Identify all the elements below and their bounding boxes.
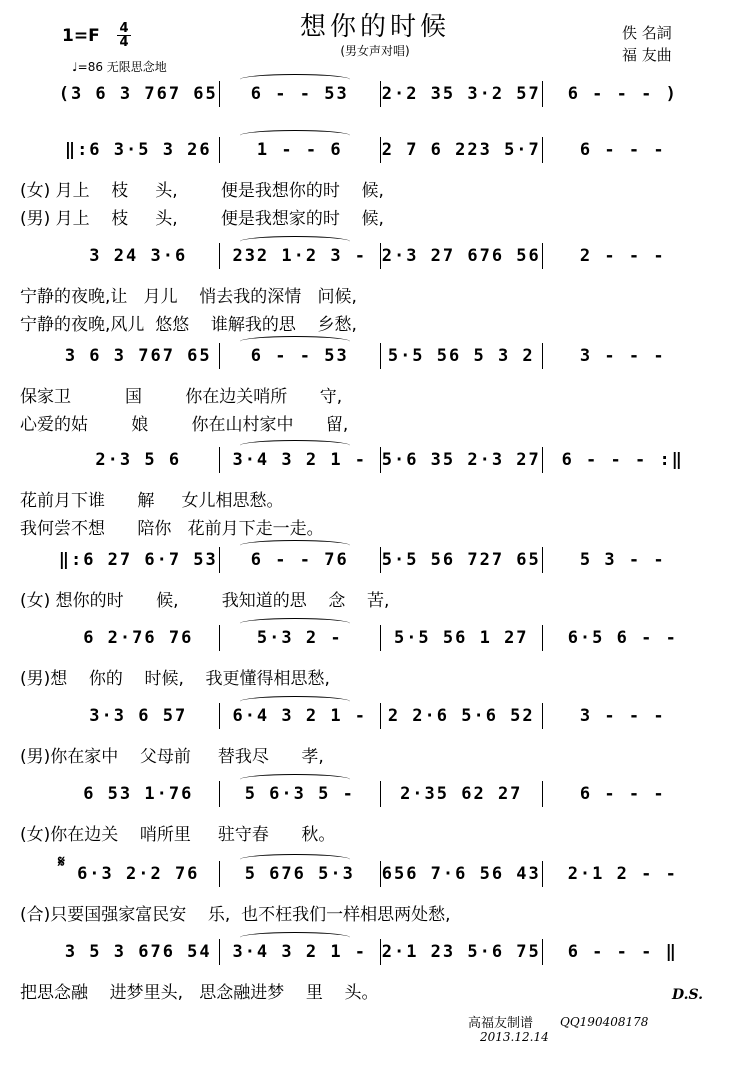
notation-row [58, 780, 703, 808]
slur [240, 236, 350, 247]
notation-row [58, 446, 703, 474]
measure: 2·3 5 6 [95, 450, 182, 470]
measure: 3·4 3 2 1 - [232, 942, 368, 962]
measure: 6·4 3 2 1 - [232, 706, 368, 726]
lyric-line: (女)你在边关 哨所里 驻守春 秋。 [20, 825, 336, 845]
slur [240, 336, 350, 347]
measure: 232 1·2 3 - [232, 246, 368, 266]
measure: 2·35 62 27 [400, 784, 523, 804]
slur [240, 932, 350, 943]
ds-mark: D.S. [672, 987, 704, 1003]
measure: ‖:6 3·5 3 26 [64, 140, 212, 160]
measure: 656 7·6 56 43 [381, 864, 541, 884]
measure: 2·2 35 3·2 57 [381, 84, 541, 104]
measure: 6 - - - ‖ [567, 942, 678, 962]
measure: 6 - - 76 [250, 550, 349, 570]
lyric-line: 保家卫 国 你在边关哨所 守, [20, 387, 343, 407]
measure: 6 - - - [579, 140, 666, 160]
notation-row [58, 546, 703, 574]
notation-row [58, 702, 703, 730]
lyric-line: 心爱的姑 娘 你在山村家中 留, [20, 415, 349, 435]
measure: 6 2·76 76 [83, 628, 194, 648]
measure: 6 53 1·76 [83, 784, 194, 804]
measure: (3 6 3 767 65 [58, 84, 218, 104]
segno-mark: 𝄋 [58, 852, 65, 871]
lyricist: 佚 名詞 [622, 24, 672, 42]
measure: 5·5 56 5 3 2 [387, 346, 535, 366]
measure: 5 6·3 5 - [244, 784, 355, 804]
measure: 2·1 2 - - [567, 864, 678, 884]
lyric-line: 我何尝不想 陪你 花前月下走一走。 [20, 519, 324, 539]
measure: 3 - - - [579, 346, 666, 366]
slur [240, 440, 350, 451]
lyric-line: (男) 月上 枝 头, 便是我想家的时 候, [20, 209, 384, 229]
measure: 6 - - 53 [250, 84, 349, 104]
lyric-line: 花前月下谁 解 女儿相思愁。 [20, 491, 284, 511]
notation-row [58, 860, 703, 888]
measure: 5·5 56 727 65 [381, 550, 541, 570]
measure: 3 24 3·6 [89, 246, 188, 266]
slur [240, 540, 350, 551]
measure: 3·3 6 57 [89, 706, 188, 726]
notation-row [58, 80, 703, 108]
credit-date: 2013.12.14 [480, 1030, 549, 1044]
measure: 5·3 2 - [256, 628, 343, 648]
measure: 2·3 27 676 56 [381, 246, 541, 266]
notation-row [58, 342, 703, 370]
lyric-line: 宁静的夜晚,风儿 悠悠 谁解我的思 乡愁, [20, 315, 357, 335]
measure: 5·5 56 1 27 [393, 628, 529, 648]
measure: 6 - - - [579, 784, 666, 804]
measure: 2 2·6 5·6 52 [387, 706, 535, 726]
song-subtitle: (男女声对唱) [340, 44, 410, 58]
notation-row [58, 136, 703, 164]
measure: 3 6 3 767 65 [64, 346, 212, 366]
measure: 5·6 35 2·3 27 [381, 450, 541, 470]
measure: 2 7 6 223 5·7 [381, 140, 541, 160]
lyric-line: 宁静的夜晚,让 月儿 悄去我的深情 问候, [20, 287, 357, 307]
composer: 福 友曲 [622, 46, 672, 64]
measure: 6·3 2·2 76 [77, 864, 200, 884]
song-title: 想你的时候 [299, 12, 450, 42]
slur [240, 74, 350, 85]
credit-qq: QQ190408178 [560, 1015, 649, 1029]
notation-row [58, 938, 703, 966]
measure: 5 3 - - [579, 550, 666, 570]
measure: 6·5 6 - - [567, 628, 678, 648]
measure: 2·1 23 5·6 75 [381, 942, 541, 962]
measure: 3 - - - [579, 706, 666, 726]
measure: 6 - - - :‖ [561, 450, 684, 470]
lyric-line: (合)只要国强家富民安 乐, 也不枉我们一样相思两处愁, [20, 905, 451, 925]
notation-row [58, 624, 703, 652]
lyric-line: (男)你在家中 父母前 替我尽 孝, [20, 747, 324, 767]
measure: 2 - - - [579, 246, 666, 266]
slur [240, 774, 350, 785]
lyric-line: (女) 想你的时 候, 我知道的思 念 苦, [20, 591, 390, 611]
time-signature-bottom: 4 [119, 35, 129, 50]
slur [240, 130, 350, 141]
time-signature-top: 4 [119, 21, 129, 36]
credit-maker: 高福友制谱 [468, 1016, 534, 1031]
lyric-line: 把思念融 进梦里头, 思念融进梦 里 头。 [20, 983, 379, 1003]
slur [240, 696, 350, 707]
tempo-marking: ♩=86 无限思念地 [72, 60, 167, 74]
measure: 5 676 5·3 [244, 864, 355, 884]
measure: 3 5 3 676 54 [64, 942, 212, 962]
measure: ‖:6 27 6·7 53 [58, 550, 218, 570]
lyric-line: (男)想 你的 时候, 我更懂得相思愁, [20, 669, 330, 689]
measure: 1 - - 6 [256, 140, 343, 160]
measure: 3·4 3 2 1 - [232, 450, 368, 470]
key-signature: 1=F [62, 26, 100, 46]
notation-row [58, 242, 703, 270]
slur [240, 854, 350, 865]
measure: 6 - - - ) [567, 84, 678, 104]
measure: 6 - - 53 [250, 346, 349, 366]
slur [240, 618, 350, 629]
lyric-line: (女) 月上 枝 头, 便是我想你的时 候, [20, 181, 384, 201]
